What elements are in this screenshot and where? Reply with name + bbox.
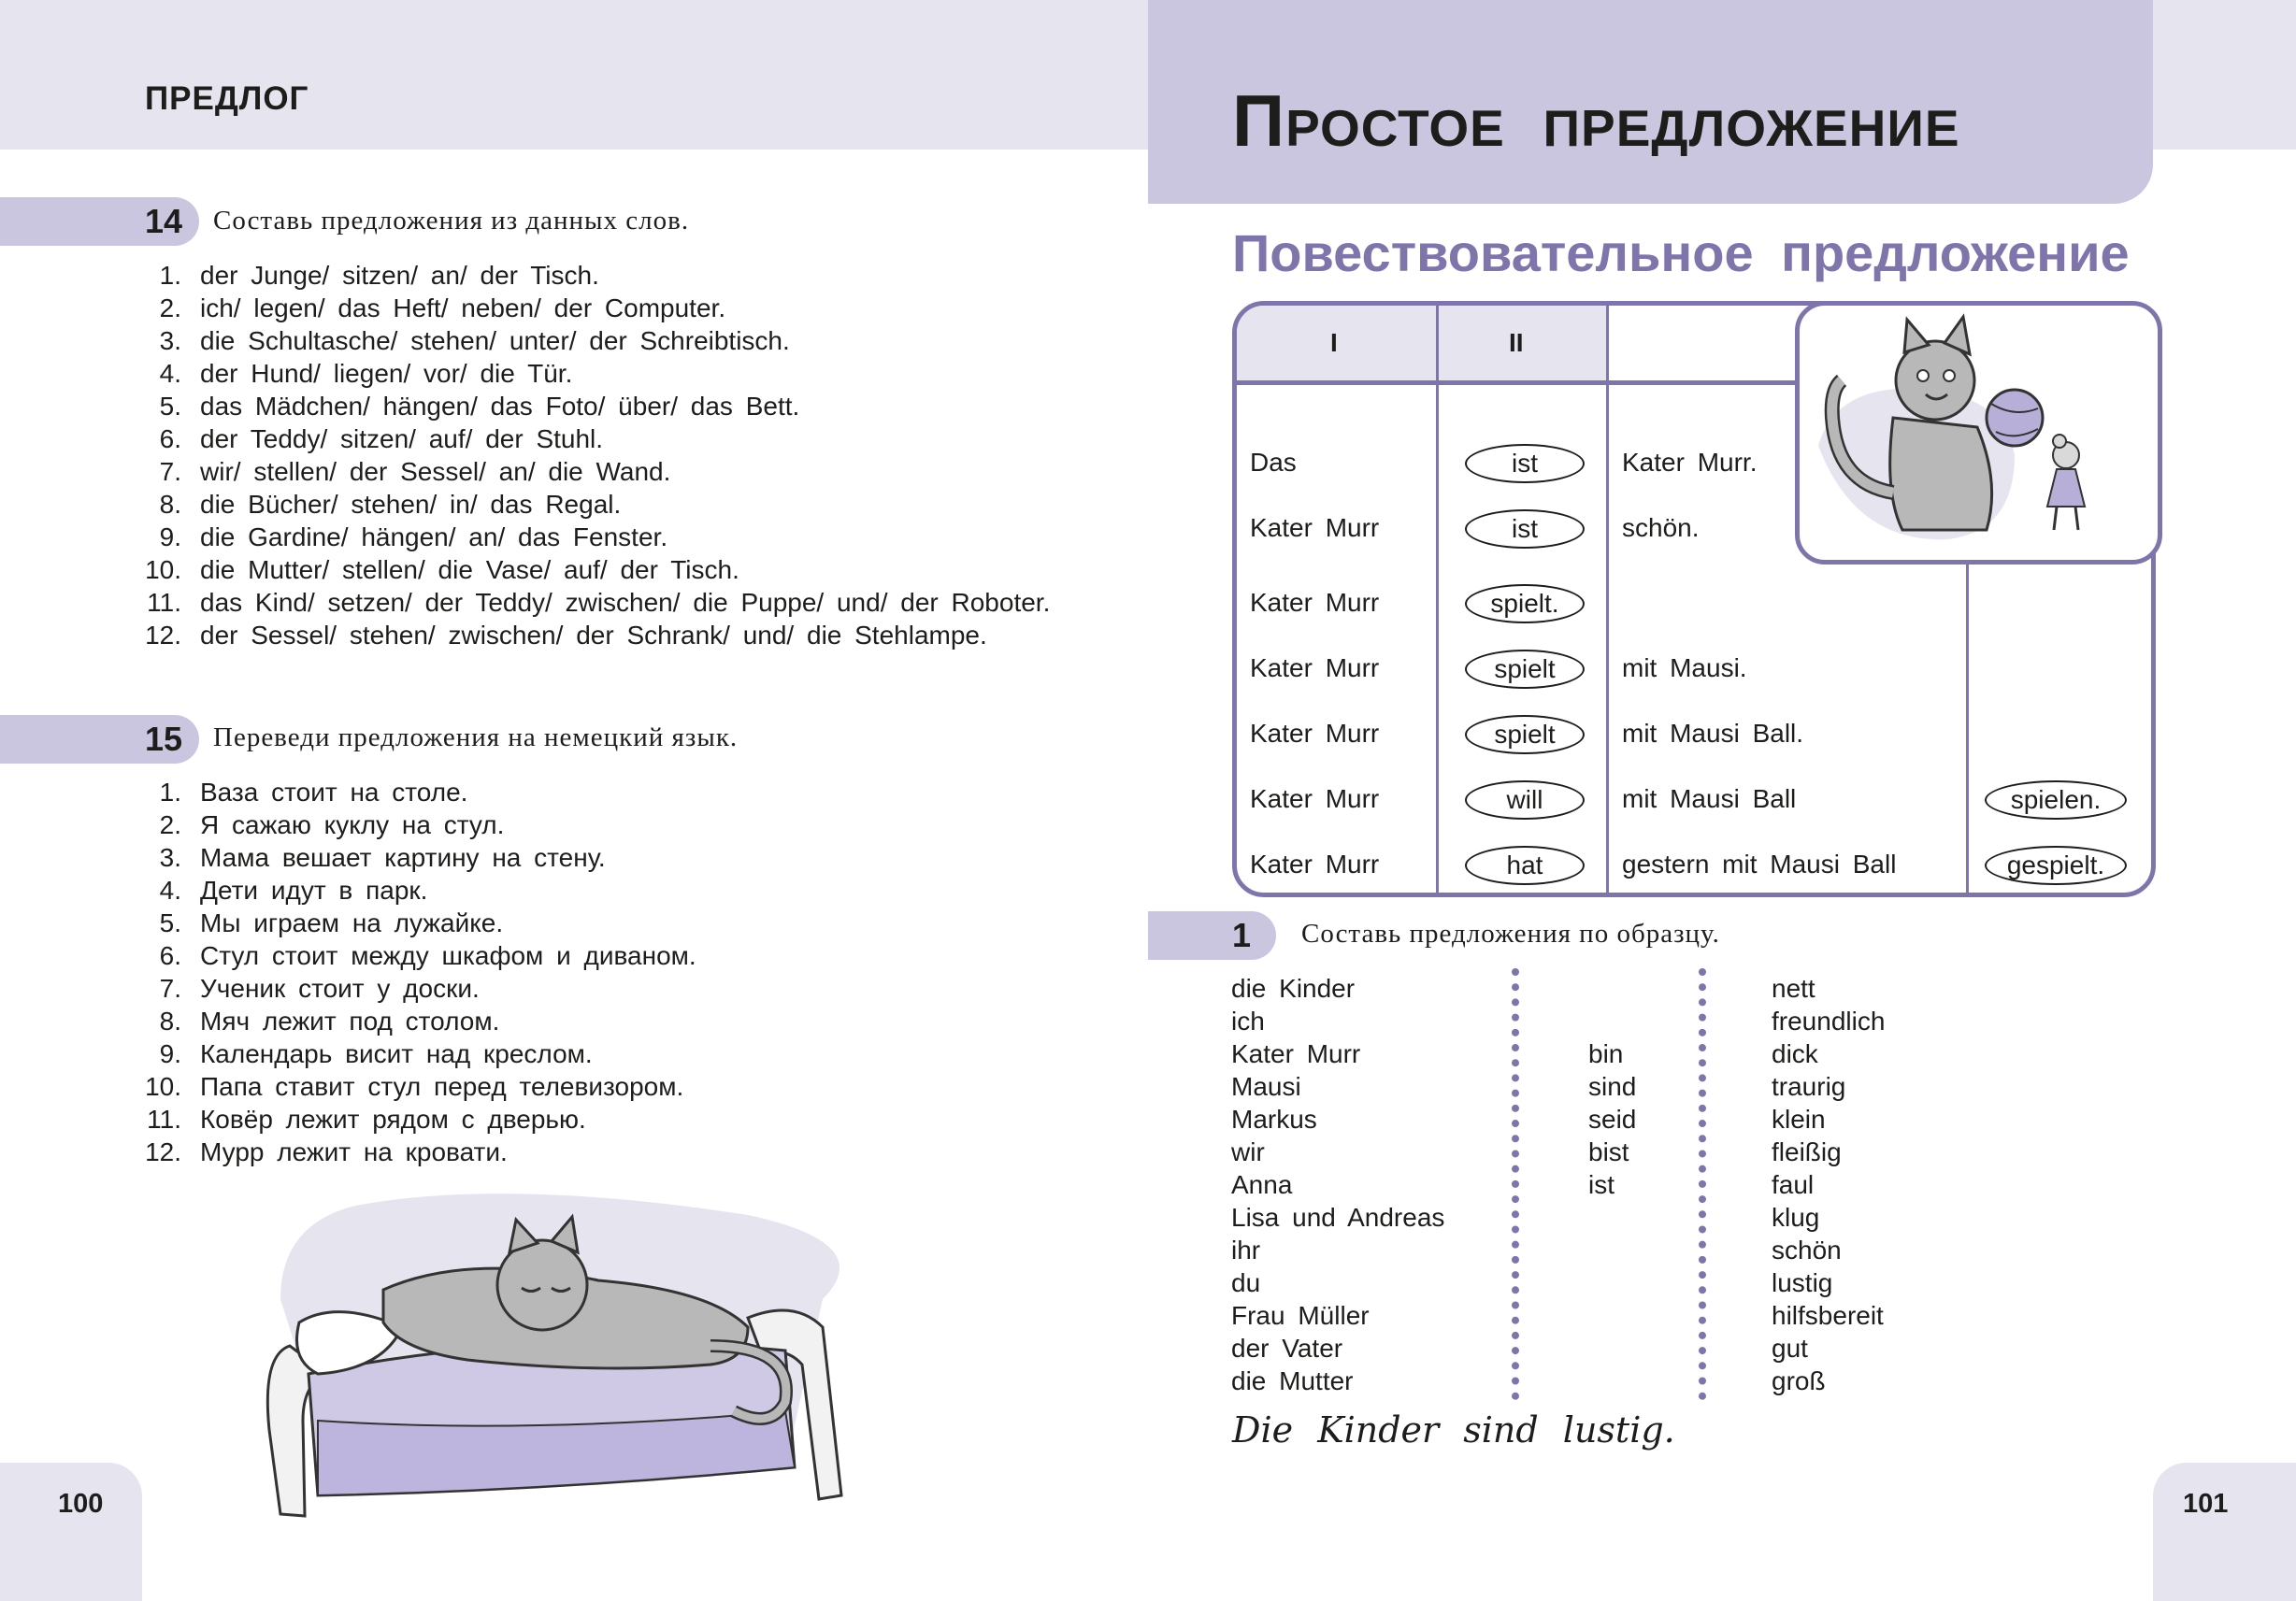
item-number: 6. xyxy=(159,941,181,970)
column-header-1: I xyxy=(1330,328,1338,357)
verbs-column xyxy=(1588,1037,1636,1201)
column-header-2: II xyxy=(1509,328,1524,357)
item-number: 4. xyxy=(159,876,181,905)
table-cell-verb-pill: ist xyxy=(1465,444,1585,483)
word-item: Frau Müller xyxy=(1231,1301,1370,1330)
dotted-separator xyxy=(1699,968,1714,1400)
item-text: das Mädchen/ hängen/ das Foto/ über/ das Bett. xyxy=(200,392,800,421)
table-cell-complement: gestern mit Mausi Ball xyxy=(1622,850,1897,879)
item-text: Ученик стоит у доски. xyxy=(200,974,480,1003)
table-cell-subject: Kater Murr xyxy=(1250,653,1380,682)
exercise-14-list xyxy=(145,259,1066,651)
table-cell-subject: Kater Murr xyxy=(1250,719,1380,748)
item-number: 11. xyxy=(147,1105,181,1134)
word-item: schön xyxy=(1772,1236,1842,1265)
exercise-15-list xyxy=(145,776,1066,1168)
item-number: 10. xyxy=(145,555,181,584)
list-item xyxy=(145,776,1066,808)
table-cell-verb-pill: spielt xyxy=(1465,715,1585,754)
word-item: die Kinder xyxy=(1231,974,1356,1003)
list-item xyxy=(145,841,1066,874)
table-header-row xyxy=(1237,306,1606,385)
list-item xyxy=(145,939,1066,972)
item-text: Папа ставит стул перед телевизором. xyxy=(200,1072,684,1101)
item-text: die Bücher/ stehen/ in/ das Regal. xyxy=(200,490,622,519)
column-divider xyxy=(1966,549,1969,893)
list-item xyxy=(145,259,1066,292)
list-item xyxy=(145,292,1066,324)
word-item: lustig xyxy=(1772,1268,1833,1297)
item-number: 9. xyxy=(159,522,181,551)
item-number: 3. xyxy=(159,326,181,355)
word-item: Lisa und Andreas xyxy=(1231,1203,1445,1232)
word-item: Mausi xyxy=(1231,1072,1301,1101)
item-number: 7. xyxy=(159,457,181,486)
word-item: ich xyxy=(1231,1007,1265,1036)
table-cell-verb-pill: spielt. xyxy=(1465,584,1585,623)
word-item: freundlich xyxy=(1772,1007,1886,1036)
table-cell-verb-pill: ist xyxy=(1465,509,1585,549)
item-text: der Hund/ liegen/ vor/ die Tür. xyxy=(200,359,573,388)
page-number-left xyxy=(0,1463,142,1601)
item-text: Мы играем на лужайке. xyxy=(200,908,504,937)
word-item: Anna xyxy=(1231,1170,1293,1199)
item-number: 8. xyxy=(159,1007,181,1036)
column-divider xyxy=(1436,306,1439,893)
word-item: klein xyxy=(1772,1105,1826,1134)
table-cell-verb-pill: spielt xyxy=(1465,650,1585,689)
item-text: Ковёр лежит рядом с дверью. xyxy=(200,1105,586,1134)
item-text: die Mutter/ stellen/ die Vase/ auf/ der Tisch. xyxy=(200,555,739,584)
page-number-left-text: 100 xyxy=(58,1489,104,1519)
exercise-14-instruction: Составь предложения из данных слов. xyxy=(213,206,690,236)
item-text: wir/ stellen/ der Sessel/ an/ die Wand. xyxy=(200,457,671,486)
table-cell-subject: Kater Murr xyxy=(1250,513,1380,542)
word-item: seid xyxy=(1588,1105,1637,1134)
table-cell-verb-pill: hat xyxy=(1465,846,1585,885)
cat-playing-ball-icon xyxy=(1800,306,2158,560)
item-text: der Teddy/ sitzen/ auf/ der Stuhl. xyxy=(200,424,604,453)
item-text: die Gardine/ hängen/ an/ das Fenster. xyxy=(200,522,668,551)
item-text: Календарь висит над креслом. xyxy=(200,1039,593,1068)
item-number: 10. xyxy=(145,1072,181,1101)
item-number: 1. xyxy=(159,778,181,807)
column-divider xyxy=(1606,306,1609,893)
list-item xyxy=(145,390,1066,422)
exercise-1-tab xyxy=(1148,911,1276,960)
word-item: klug xyxy=(1772,1203,1820,1232)
list-item xyxy=(145,619,1066,651)
item-text: der Junge/ sitzen/ an/ der Tisch. xyxy=(200,261,599,290)
item-text: Дети идут в парк. xyxy=(200,876,428,905)
exercise-14-number: 14 xyxy=(145,202,183,240)
table-cell-complement: schön. xyxy=(1622,513,1700,542)
word-item: faul xyxy=(1772,1170,1815,1199)
item-number: 12. xyxy=(145,1137,181,1166)
exercise-15-number: 15 xyxy=(145,720,183,758)
list-item xyxy=(145,1070,1066,1103)
list-item xyxy=(145,907,1066,939)
word-item: traurig xyxy=(1772,1072,1846,1101)
list-item xyxy=(145,972,1066,1005)
table-cell-verb-pill: gespielt. xyxy=(1985,846,2127,885)
list-item xyxy=(145,1005,1066,1037)
exercise-15-instruction: Переведи предложения на немецкий язык. xyxy=(213,722,739,752)
chapter-title: Простое предложение xyxy=(1232,79,1960,162)
word-item: bin xyxy=(1588,1039,1624,1068)
word-item: sind xyxy=(1588,1072,1637,1101)
item-number: 5. xyxy=(159,908,181,937)
word-item: dick xyxy=(1772,1039,1818,1068)
section-title: ПРЕДЛОГ xyxy=(145,80,309,117)
subjects-column xyxy=(1231,972,1444,1397)
word-item: der Vater xyxy=(1231,1334,1343,1363)
list-item xyxy=(145,324,1066,357)
list-item xyxy=(145,521,1066,553)
page-number-right-text: 101 xyxy=(2183,1489,2229,1519)
item-text: Мама вешает картину на стену. xyxy=(200,843,606,872)
item-number: 1. xyxy=(159,261,181,290)
list-item xyxy=(145,1103,1066,1136)
word-item: Markus xyxy=(1231,1105,1317,1134)
table-cell-complement: mit Mausi Ball xyxy=(1622,784,1797,813)
list-item xyxy=(145,357,1066,390)
left-page-header xyxy=(0,0,1148,150)
item-number: 5. xyxy=(159,392,181,421)
item-text: Стул стоит между шкафом и диваном. xyxy=(200,941,696,970)
right-page-header-strip xyxy=(2153,0,2296,150)
word-item: bist xyxy=(1588,1137,1629,1166)
word-item: nett xyxy=(1772,974,1815,1003)
table-cell-subject: Kater Murr xyxy=(1250,588,1380,617)
item-text: ich/ legen/ das Heft/ neben/ der Computer. xyxy=(200,293,726,322)
item-number: 8. xyxy=(159,490,181,519)
item-number: 12. xyxy=(145,621,181,650)
list-item xyxy=(145,586,1066,619)
list-item xyxy=(145,488,1066,521)
word-item: wir xyxy=(1231,1137,1265,1166)
word-item: hilfsbereit xyxy=(1772,1301,1884,1330)
item-number: 3. xyxy=(159,843,181,872)
item-number: 2. xyxy=(159,293,181,322)
list-item xyxy=(145,422,1066,455)
list-item xyxy=(145,553,1066,586)
item-text: die Schultasche/ stehen/ unter/ der Schreibtisch. xyxy=(200,326,790,355)
cat-and-mouse-illustration xyxy=(1795,301,2162,565)
table-cell-verb-pill: spielen. xyxy=(1985,780,2127,820)
item-number: 9. xyxy=(159,1039,181,1068)
word-item: du xyxy=(1231,1268,1261,1297)
item-number: 6. xyxy=(159,424,181,453)
list-item xyxy=(145,874,1066,907)
list-item xyxy=(145,455,1066,488)
item-text: Ваза стоит на столе. xyxy=(200,778,468,807)
list-item xyxy=(145,808,1066,841)
word-item: ihr xyxy=(1231,1236,1261,1265)
table-cell-subject: Kater Murr xyxy=(1250,784,1380,813)
table-cell-complement: mit Mausi Ball. xyxy=(1622,719,1804,748)
table-cell-complement: Kater Murr. xyxy=(1622,448,1758,477)
word-item: Kater Murr xyxy=(1231,1039,1361,1068)
cat-on-bed-illustration xyxy=(224,1187,991,1523)
table-cell-complement: mit Mausi. xyxy=(1622,653,1747,682)
item-text: Я сажаю куклу на стул. xyxy=(200,810,505,839)
page-number-right xyxy=(2153,1463,2296,1601)
subtitle: Повествовательное предложение xyxy=(1232,223,2130,282)
example-sentence: Die Kinder sind lustig. xyxy=(1232,1409,1675,1451)
word-item: groß xyxy=(1772,1366,1826,1395)
word-item: die Mutter xyxy=(1231,1366,1354,1395)
list-item xyxy=(145,1037,1066,1070)
item-number: 4. xyxy=(159,359,181,388)
exercise-1-number: 1 xyxy=(1232,916,1252,954)
table-header-cell-3 xyxy=(1606,306,1802,385)
item-text: der Sessel/ stehen/ zwischen/ der Schrank/ und/ die Stehlampe. xyxy=(200,621,987,650)
table-cell-subject: Das xyxy=(1250,448,1297,477)
item-number: 11. xyxy=(147,588,181,617)
word-item: gut xyxy=(1772,1334,1808,1363)
item-number: 2. xyxy=(159,810,181,839)
word-item: ist xyxy=(1588,1170,1614,1199)
adjectives-column xyxy=(1772,972,1885,1397)
item-text: Мяч лежит под столом. xyxy=(200,1007,500,1036)
item-text: das Kind/ setzen/ der Teddy/ zwischen/ die Puppe/ und/ der Roboter. xyxy=(200,588,1051,617)
exercise-1-instruction: Составь предложения по образцу. xyxy=(1301,919,1720,949)
word-item: fleißig xyxy=(1772,1137,1842,1166)
table-cell-verb-pill: will xyxy=(1465,780,1585,820)
dotted-separator xyxy=(1512,968,1527,1400)
item-number: 7. xyxy=(159,974,181,1003)
list-item xyxy=(145,1136,1066,1168)
table-cell-subject: Kater Murr xyxy=(1250,850,1380,879)
item-text: Мурр лежит на кровати. xyxy=(200,1137,508,1166)
